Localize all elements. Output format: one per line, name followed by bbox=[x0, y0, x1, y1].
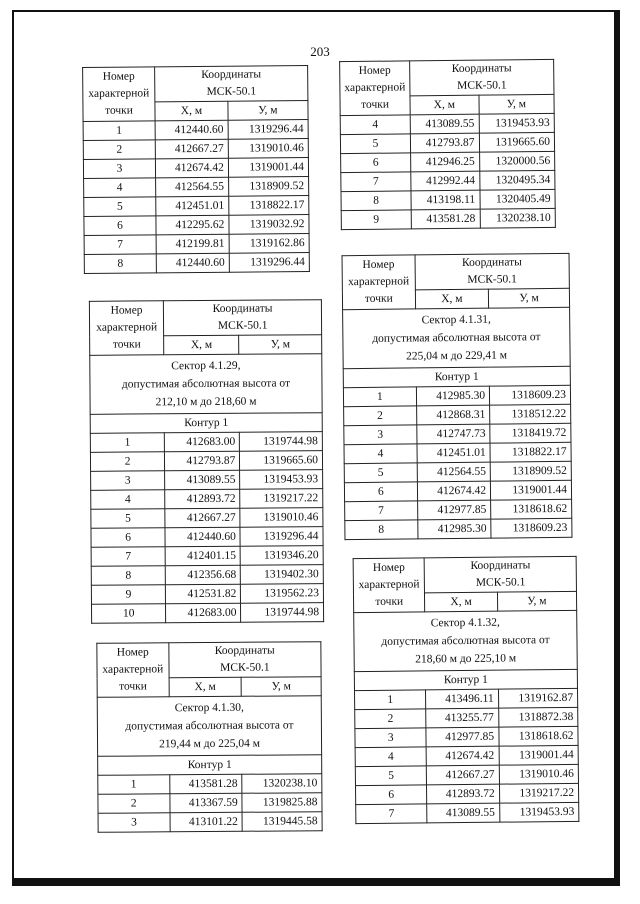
x-header: X, м bbox=[164, 335, 239, 355]
x-coordinate: 413089.55 bbox=[410, 114, 479, 134]
y-coordinate: 1319453.93 bbox=[240, 470, 323, 490]
contour-row bbox=[343, 366, 570, 387]
table-row bbox=[355, 707, 578, 728]
table-row bbox=[91, 470, 323, 491]
y-coordinate: 1320238.10 bbox=[242, 774, 322, 794]
text-line: Координаты bbox=[201, 68, 262, 81]
contour-row bbox=[354, 669, 577, 690]
text-line: характерной bbox=[348, 275, 410, 289]
coordinates-header bbox=[164, 300, 322, 336]
point-number: 5 bbox=[340, 134, 410, 154]
point-number: 6 bbox=[341, 153, 411, 173]
x-coordinate: 413089.55 bbox=[427, 803, 499, 823]
x-coordinate: 412667.27 bbox=[165, 508, 240, 528]
y-coordinate: 1318609.23 bbox=[491, 518, 572, 538]
y-header: У, м bbox=[497, 591, 577, 611]
contour-label: Контур 1 bbox=[98, 755, 322, 776]
header-row bbox=[83, 66, 308, 103]
text-line: Номер bbox=[358, 64, 391, 77]
point-number: 1 bbox=[98, 775, 170, 794]
x-coordinate: 413255.77 bbox=[426, 708, 498, 728]
x-header: X, м bbox=[410, 95, 479, 115]
text-line: допустимая абсолютная высота от bbox=[125, 719, 294, 733]
text-line: 212,10 м до 218,60 м bbox=[155, 395, 257, 409]
coordinates-table bbox=[342, 253, 573, 540]
x-coordinate: 412667.27 bbox=[427, 765, 499, 785]
x-coordinate: 412893.72 bbox=[427, 784, 499, 804]
y-coordinate: 1319296.44 bbox=[229, 253, 309, 273]
y-coordinate: 1319402.30 bbox=[241, 565, 324, 585]
point-number-header bbox=[83, 67, 155, 122]
y-header: У, м bbox=[228, 101, 308, 121]
point-number: 5 bbox=[84, 197, 156, 217]
point-number: 2 bbox=[355, 709, 427, 729]
point-number-header bbox=[340, 61, 410, 116]
y-coordinate: 1318512.22 bbox=[490, 404, 571, 424]
x-coordinate: 412674.42 bbox=[426, 746, 498, 766]
text-line: допустимая абсолютная высота от bbox=[372, 331, 541, 345]
coordinates-header bbox=[155, 66, 308, 102]
table-row bbox=[341, 189, 555, 210]
x-coordinate: 413581.28 bbox=[411, 209, 480, 229]
text-line: точки bbox=[364, 292, 393, 305]
y-coordinate: 1319825.88 bbox=[242, 793, 322, 813]
header-row bbox=[89, 300, 321, 337]
point-number: 4 bbox=[355, 747, 427, 767]
y-coordinate: 1319744.98 bbox=[240, 432, 323, 452]
point-number: 7 bbox=[356, 804, 428, 824]
point-number: 4 bbox=[91, 490, 165, 510]
x-coordinate: 412667.27 bbox=[155, 139, 228, 159]
table-row bbox=[343, 385, 570, 406]
header-row bbox=[97, 642, 321, 679]
table-row bbox=[84, 177, 309, 198]
point-number-header bbox=[353, 558, 425, 613]
x-coordinate: 412440.60 bbox=[165, 527, 240, 547]
table-row bbox=[344, 423, 571, 444]
text-line: Номер bbox=[116, 646, 149, 659]
table-row bbox=[91, 546, 323, 567]
point-number-header bbox=[342, 255, 415, 310]
point-number: 3 bbox=[91, 471, 165, 491]
text-line: точки bbox=[112, 338, 141, 351]
text-line: допустимая абсолютная высота от bbox=[381, 634, 550, 648]
y-coordinate: 1319744.98 bbox=[241, 603, 324, 623]
x-coordinate: 413581.28 bbox=[169, 774, 242, 794]
text-line: Сектор 4.1.32, bbox=[430, 616, 500, 630]
text-line: МСК-50.1 bbox=[457, 79, 507, 92]
y-coordinate: 1319562.23 bbox=[241, 584, 324, 604]
y-coordinate: 1320405.49 bbox=[480, 189, 556, 209]
x-header: X, м bbox=[169, 677, 242, 697]
header-row bbox=[342, 253, 569, 290]
x-coordinate: 412683.00 bbox=[166, 603, 241, 623]
sector-description bbox=[354, 610, 578, 671]
text-line: 225,04 м до 229,41 м bbox=[406, 349, 508, 363]
x-coordinate: 412295.62 bbox=[156, 215, 229, 235]
x-header: X, м bbox=[155, 101, 228, 121]
coordinates-header bbox=[415, 253, 570, 290]
x-coordinate: 412977.85 bbox=[417, 500, 491, 520]
table-row bbox=[98, 812, 322, 833]
y-coordinate: 1320000.56 bbox=[479, 151, 555, 171]
y-coordinate: 1319665.60 bbox=[479, 132, 555, 152]
text-line: МСК-50.1 bbox=[467, 273, 517, 286]
text-line: МСК-50.1 bbox=[475, 576, 526, 589]
table-row bbox=[341, 170, 555, 191]
sector-row bbox=[90, 354, 322, 415]
coordinates-header bbox=[410, 59, 554, 96]
coordinates-table bbox=[353, 556, 580, 824]
point-number: 3 bbox=[355, 728, 427, 748]
y-coordinate: 1319217.22 bbox=[240, 489, 323, 509]
coordinates-table bbox=[339, 59, 556, 230]
x-coordinate: 412793.87 bbox=[165, 451, 240, 471]
x-coordinate: 412440.60 bbox=[156, 253, 229, 273]
y-coordinate: 1319010.46 bbox=[228, 139, 308, 159]
y-coordinate: 1319001.44 bbox=[499, 745, 579, 765]
y-coordinate: 1318822.17 bbox=[229, 196, 309, 216]
table-row bbox=[356, 802, 579, 823]
y-coordinate: 1319453.93 bbox=[499, 802, 579, 822]
point-number: 3 bbox=[344, 425, 417, 445]
text-line: Номер bbox=[110, 304, 143, 317]
sector-description bbox=[343, 307, 571, 368]
text-line: Сектор 4.1.30, bbox=[174, 701, 244, 715]
page-number: 203 bbox=[310, 44, 330, 59]
point-number: 7 bbox=[91, 547, 165, 567]
x-coordinate: 412683.00 bbox=[165, 432, 240, 452]
text-line: Сектор 4.1.31, bbox=[421, 313, 491, 327]
x-coordinate: 412747.73 bbox=[416, 424, 490, 444]
point-number: 5 bbox=[355, 766, 427, 786]
y-coordinate: 1319162.86 bbox=[229, 234, 309, 254]
point-number-header bbox=[89, 301, 164, 356]
table-row bbox=[83, 139, 308, 160]
x-coordinate: 413367.59 bbox=[170, 793, 243, 813]
table-row bbox=[98, 793, 322, 814]
point-number: 3 bbox=[83, 159, 155, 179]
text-line: Координаты bbox=[461, 256, 522, 269]
point-number-header bbox=[97, 643, 169, 697]
y-coordinate: 1319296.44 bbox=[240, 527, 323, 547]
point-number: 4 bbox=[344, 444, 417, 464]
point-number: 2 bbox=[98, 794, 170, 813]
table-row bbox=[355, 783, 578, 804]
point-number: 1 bbox=[355, 690, 427, 710]
y-coordinate: 1319001.44 bbox=[491, 480, 572, 500]
point-number: 10 bbox=[91, 604, 165, 624]
sector-row bbox=[354, 610, 578, 671]
y-coordinate: 1320238.10 bbox=[480, 208, 556, 228]
x-coordinate: 413101.22 bbox=[170, 812, 243, 832]
point-number: 7 bbox=[84, 235, 156, 255]
text-line: Координаты bbox=[212, 302, 273, 315]
text-line: МСК-50.1 bbox=[217, 319, 268, 332]
point-number: 4 bbox=[340, 115, 410, 135]
text-line: Номер bbox=[372, 561, 405, 574]
text-line: 218,60 м до 225,10 м bbox=[415, 652, 517, 666]
x-coordinate: 412985.30 bbox=[417, 519, 491, 539]
header-row bbox=[353, 556, 576, 593]
table-row bbox=[340, 113, 554, 134]
table-row bbox=[340, 132, 554, 153]
table-row bbox=[98, 774, 322, 795]
point-number: 3 bbox=[98, 813, 170, 832]
coordinates-table bbox=[89, 299, 324, 624]
y-header: У, м bbox=[479, 94, 555, 114]
table-row bbox=[355, 688, 578, 709]
y-coordinate: 1318909.52 bbox=[228, 177, 308, 197]
point-number: 8 bbox=[84, 254, 156, 274]
table-row bbox=[341, 208, 555, 229]
text-line: точки bbox=[375, 595, 404, 608]
coordinates-header bbox=[424, 556, 576, 593]
x-coordinate: 412992.44 bbox=[411, 171, 480, 191]
y-coordinate: 1319665.60 bbox=[240, 451, 323, 471]
point-number: 2 bbox=[83, 140, 155, 160]
y-coordinate: 1319032.92 bbox=[229, 215, 309, 235]
point-number: 6 bbox=[91, 528, 165, 548]
y-coordinate: 1319217.22 bbox=[499, 783, 579, 803]
point-number: 9 bbox=[91, 585, 165, 605]
text-line: допустимая абсолютная высота от bbox=[121, 377, 291, 391]
y-coordinate: 1319010.46 bbox=[240, 508, 323, 528]
table-row bbox=[341, 151, 555, 172]
point-number: 2 bbox=[90, 452, 164, 472]
table-row bbox=[91, 603, 323, 624]
text-line: Номер bbox=[102, 70, 135, 83]
y-coordinate: 1318618.62 bbox=[498, 726, 578, 746]
table-row bbox=[91, 527, 323, 548]
x-coordinate: 413089.55 bbox=[165, 470, 240, 490]
sector-description bbox=[90, 354, 322, 415]
text-line: Координаты bbox=[451, 62, 512, 75]
text-line: Координаты bbox=[470, 559, 531, 572]
table-row bbox=[90, 432, 322, 453]
table-row bbox=[91, 565, 323, 586]
y-header: У, м bbox=[239, 335, 322, 355]
y-coordinate: 1319453.93 bbox=[479, 113, 555, 133]
table-row bbox=[355, 764, 578, 785]
y-coordinate: 1319162.87 bbox=[498, 688, 578, 708]
x-coordinate: 412564.55 bbox=[156, 177, 229, 197]
x-coordinate: 412893.72 bbox=[165, 489, 240, 509]
table-row bbox=[344, 480, 571, 501]
x-coordinate: 412451.01 bbox=[156, 196, 229, 216]
y-header: У, м bbox=[241, 677, 321, 697]
text-line: точки bbox=[361, 98, 390, 111]
text-line: характерной bbox=[88, 87, 150, 100]
text-line: характерной bbox=[102, 663, 164, 676]
table-row bbox=[83, 158, 308, 179]
contour-row bbox=[90, 413, 322, 434]
point-number: 8 bbox=[341, 191, 411, 211]
x-coordinate: 412674.42 bbox=[417, 481, 491, 501]
x-coordinate: 412440.60 bbox=[155, 120, 228, 140]
y-coordinate: 1319010.46 bbox=[499, 764, 579, 784]
x-header: X, м bbox=[415, 289, 489, 309]
table-row bbox=[344, 404, 571, 425]
table-row bbox=[344, 442, 571, 463]
point-number: 5 bbox=[344, 463, 417, 483]
point-number: 6 bbox=[84, 216, 156, 236]
y-coordinate: 1319001.44 bbox=[228, 158, 308, 178]
point-number: 7 bbox=[345, 501, 418, 521]
table-row bbox=[84, 234, 309, 255]
y-coordinate: 1318609.23 bbox=[490, 385, 571, 405]
text-line: характерной bbox=[96, 321, 158, 334]
table-row bbox=[355, 726, 578, 747]
text-line: характерной bbox=[344, 81, 406, 95]
coordinates-table bbox=[96, 641, 322, 833]
point-number: 5 bbox=[91, 509, 165, 529]
table-row bbox=[83, 120, 308, 141]
x-coordinate: 412674.42 bbox=[155, 158, 228, 178]
contour-label: Контур 1 bbox=[354, 669, 577, 690]
table-row bbox=[91, 584, 323, 605]
header-row bbox=[340, 59, 554, 96]
x-coordinate: 412564.55 bbox=[417, 462, 491, 482]
point-number: 1 bbox=[83, 121, 155, 141]
text-line: точки bbox=[119, 680, 147, 693]
x-header: X, м bbox=[425, 592, 497, 612]
x-coordinate: 412401.15 bbox=[165, 546, 240, 566]
contour-label: Контур 1 bbox=[90, 413, 322, 434]
y-coordinate: 1318618.62 bbox=[491, 499, 572, 519]
coordinates-table bbox=[82, 65, 310, 274]
coordinates-header bbox=[169, 642, 322, 678]
text-line: характерной bbox=[358, 578, 420, 592]
point-number: 1 bbox=[90, 433, 164, 453]
table-row bbox=[90, 451, 322, 472]
x-coordinate: 412356.68 bbox=[165, 565, 240, 585]
y-coordinate: 1319346.20 bbox=[240, 546, 323, 566]
table-row bbox=[91, 508, 323, 529]
text-line: Номер bbox=[362, 258, 395, 271]
table-row bbox=[84, 253, 309, 274]
table-row bbox=[345, 499, 572, 520]
x-coordinate: 412977.85 bbox=[426, 727, 498, 747]
contour-label: Контур 1 bbox=[343, 366, 570, 387]
text-line: 219,44 м до 225,04 м bbox=[159, 737, 261, 751]
contour-row bbox=[98, 755, 322, 776]
x-coordinate: 412451.01 bbox=[417, 443, 491, 463]
x-coordinate: 412868.31 bbox=[416, 405, 490, 425]
x-coordinate: 412199.81 bbox=[156, 234, 229, 254]
point-number: 9 bbox=[341, 210, 411, 230]
text-line: Координаты bbox=[214, 644, 275, 657]
sector-row bbox=[97, 696, 321, 757]
sector-description bbox=[97, 696, 321, 757]
table-row bbox=[345, 518, 572, 539]
table-row bbox=[344, 461, 571, 482]
text-line: МСК-50.1 bbox=[220, 661, 270, 674]
x-coordinate: 412985.30 bbox=[416, 386, 490, 406]
point-number: 7 bbox=[341, 172, 411, 192]
x-coordinate: 413198.11 bbox=[411, 190, 480, 210]
y-coordinate: 1318872.38 bbox=[498, 707, 578, 727]
point-number: 4 bbox=[84, 178, 156, 198]
x-coordinate: 412946.25 bbox=[411, 152, 480, 172]
x-coordinate: 413496.11 bbox=[426, 689, 498, 709]
table-row bbox=[84, 196, 309, 217]
y-coordinate: 1318822.17 bbox=[490, 442, 571, 462]
point-number: 2 bbox=[344, 406, 417, 426]
x-coordinate: 412793.87 bbox=[410, 133, 479, 153]
table-row bbox=[355, 745, 578, 766]
point-number: 8 bbox=[345, 520, 418, 540]
y-coordinate: 1320495.34 bbox=[479, 170, 555, 190]
table-row bbox=[91, 489, 323, 510]
y-coordinate: 1319296.44 bbox=[228, 120, 308, 140]
table-row bbox=[84, 215, 309, 236]
y-coordinate: 1319445.58 bbox=[242, 812, 322, 832]
point-number: 1 bbox=[343, 387, 416, 407]
y-header: У, м bbox=[489, 288, 570, 308]
x-coordinate: 412531.82 bbox=[166, 584, 241, 604]
text-line: Сектор 4.1.29, bbox=[171, 359, 241, 373]
y-coordinate: 1318909.52 bbox=[490, 461, 571, 481]
text-line: МСК-50.1 bbox=[206, 85, 257, 98]
point-number: 6 bbox=[344, 482, 417, 502]
sector-row bbox=[343, 307, 571, 368]
point-number: 6 bbox=[355, 785, 427, 805]
text-line: точки bbox=[104, 104, 133, 117]
point-number: 8 bbox=[91, 566, 165, 586]
y-coordinate: 1318419.72 bbox=[490, 423, 571, 443]
